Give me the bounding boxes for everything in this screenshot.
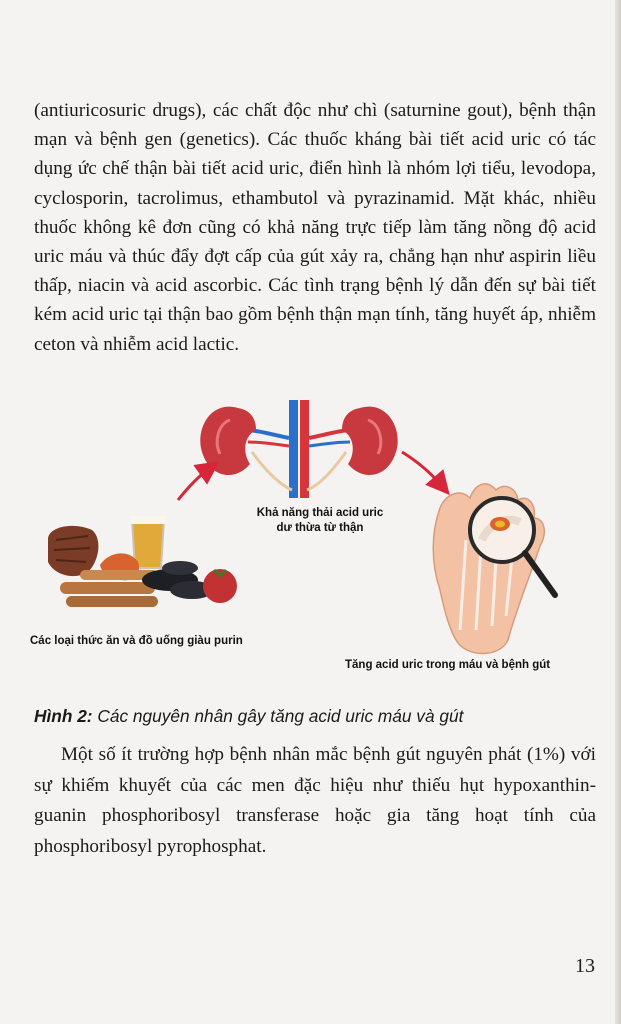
sausage-1 (60, 582, 155, 594)
page-number: 13 (575, 955, 595, 977)
page-edge (615, 0, 621, 1024)
arrow-kidney-to-foot (402, 452, 442, 486)
purine-food-image (48, 516, 237, 607)
figure-caption (34, 706, 596, 727)
left-kidney (200, 407, 256, 475)
figure-2 (30, 390, 595, 695)
figure-illustration (30, 390, 595, 695)
right-kidney (342, 407, 398, 475)
kidney-label-line-2: dư thừa từ thận (276, 522, 364, 534)
caption-label: Hình 2: (34, 706, 93, 726)
vein (289, 400, 298, 498)
kidney-label (220, 506, 420, 536)
sausage-2 (66, 596, 158, 607)
aorta (300, 400, 309, 498)
body-text-block-2 (34, 740, 596, 862)
arrow-food-to-kidney (178, 468, 210, 500)
paragraph-1: (antiuricosuric drugs), các chất độc như chì (saturnine gout), bệnh thận mạn và bệnh gen (genetics). Các thuốc kháng bài tiết acid uric có tác dụng ức chế thận bài tiết acid uric, điển hình là nhóm lợi tiểu, levodopa, cyclosporin, tacrolimus, ethambutol và pyrazinamid. Mặt khác, nhiều thuốc không kê đơn cũng có khả năng trực tiếp làm tăng nồng độ acid uric máu và thúc đẩy đợt cấp của gút xảy ra, chẳng hạn như aspirin liều thấp, niacin và acid ascorbic. Các tình trạng bệnh lý dẫn đến sự bài tiết kém acid uric tại thận bao gồm bệnh thận mạn tính, tăng huyết áp, nhiễm ceton và nhiễm acid lactic. (34, 100, 596, 355)
paragraph-2: Một số ít trường hợp bệnh nhân mắc bệnh gút nguyên phát (1%) với sự khiếm khuyết của các men đặc hiệu như thiếu hụt hypoxanthin-guanin phosphoribosyl transferase hoặc gia tăng hoạt tính của phosphoribosyl pyrophosphat. (34, 744, 596, 857)
caption-text: Các nguyên nhân gây tăng acid uric máu và gút (92, 706, 464, 726)
body-text-block (34, 96, 596, 359)
kidneys-image (200, 400, 397, 498)
food-label: Các loại thức ăn và đồ uống giàu purin (30, 635, 243, 647)
gout-foot-image (433, 484, 555, 654)
kidney-label-line-1: Khả năng thải acid uric (256, 507, 384, 519)
gout-label: Tăng acid uric trong máu và bệnh gút (345, 659, 551, 671)
steak (48, 526, 98, 576)
